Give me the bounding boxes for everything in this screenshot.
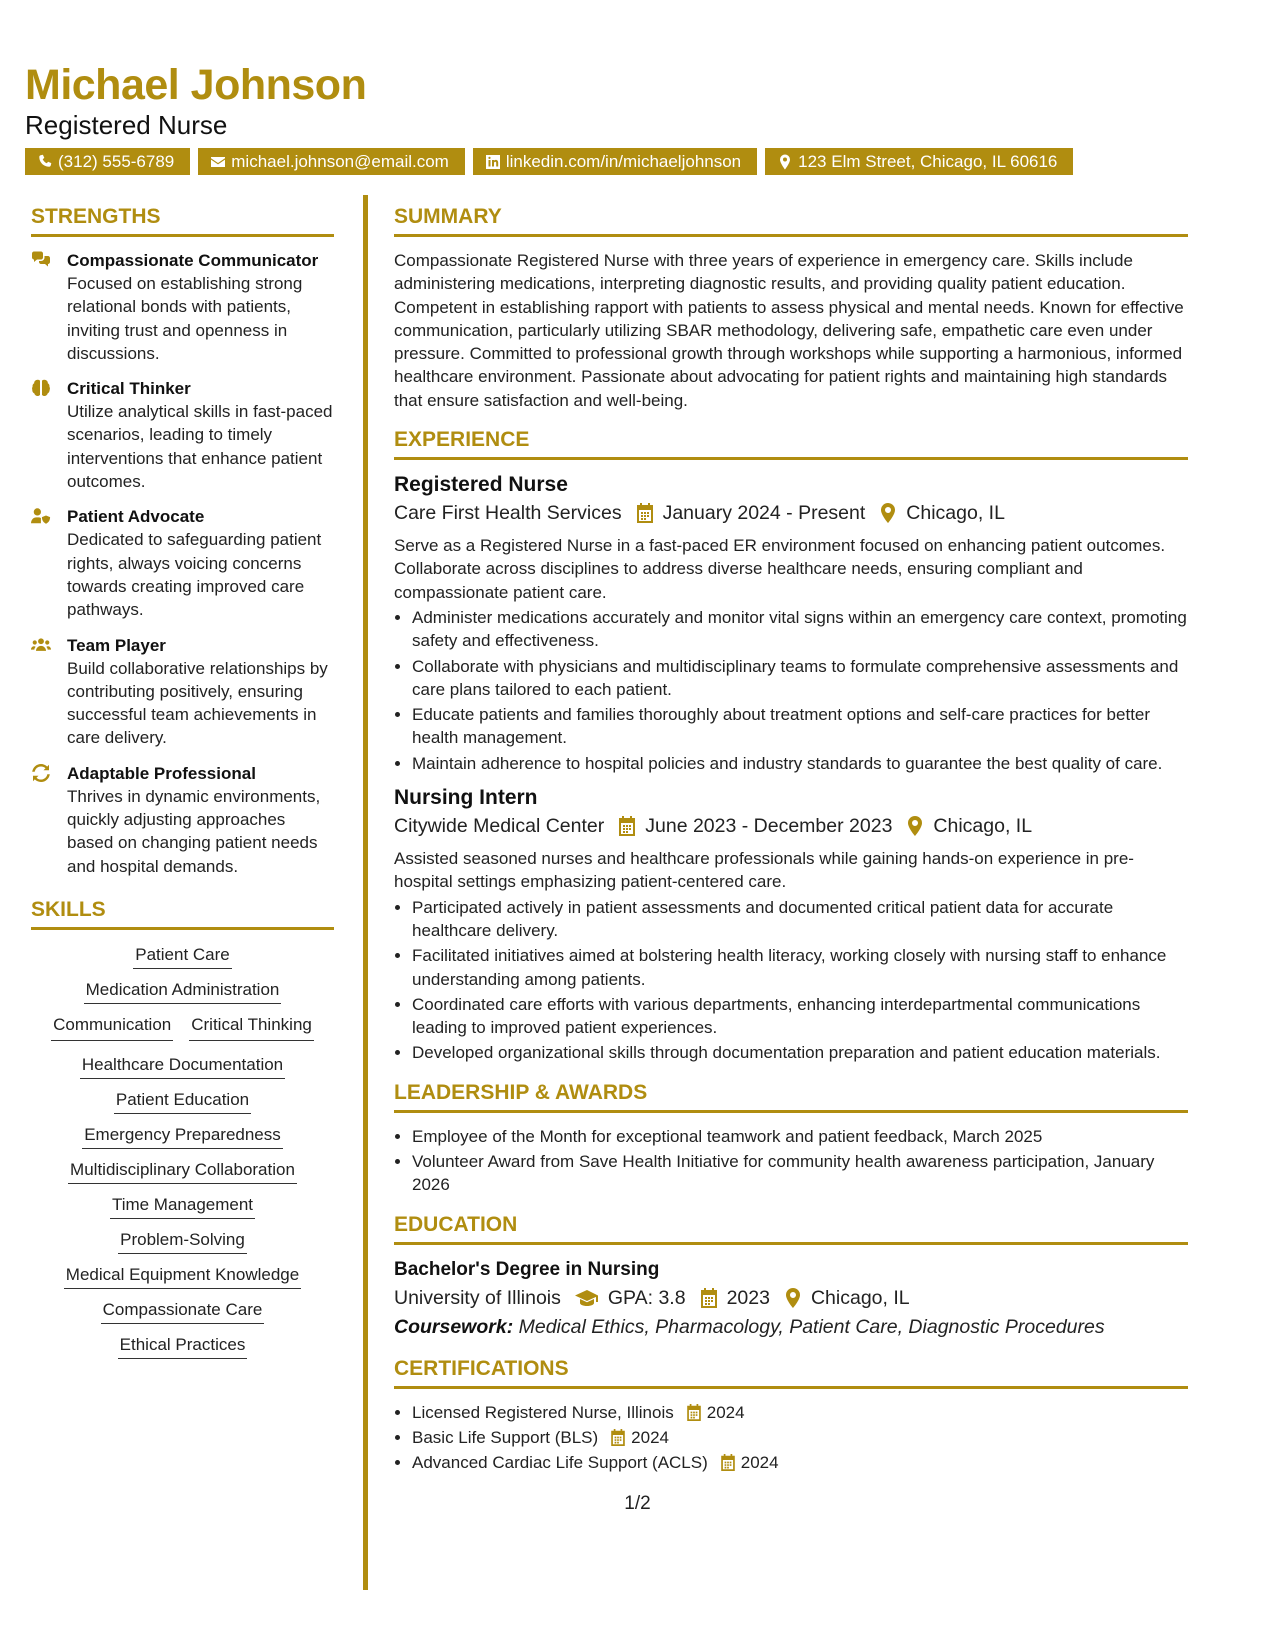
education-meta [394,1283,1188,1313]
contact-email-text: michael.johnson@email.com [231,152,449,171]
strength-title: Team Player [67,635,166,655]
phone-icon [37,154,53,170]
job-bullet: • Administer medications accurately and monitor vital signs within an emergency care context, promoting safety and effectiveness. [412,606,1188,653]
skill-tag: Ethical Practices [118,1335,248,1359]
experience-section [394,428,1188,1065]
left-column [31,205,334,1356]
award-item: • Volunteer Award from Save Health Initiative for community health awareness participation, January 2026 [412,1150,1188,1197]
right-column [394,205,1188,1477]
chat-bubbles-icon [31,251,51,269]
summary-section [394,205,1188,412]
envelope-icon [210,154,226,170]
location-pin-icon [784,1288,802,1308]
skill-tag: Time Management [110,1195,255,1219]
job-bullet: • Maintain adherence to hospital policies and industry standards to guarantee the best quality of care. [412,752,1188,775]
strength-desc: Build collaborative relationships by contributing positively, ensuring successful team achievements in care delivery. [67,658,328,748]
contact-address-text: 123 Elm Street, Chicago, IL 60616 [798,152,1058,171]
certification-year: 2024 [631,1427,669,1447]
graduation-cap-icon [575,1288,599,1308]
job-company: Care First Health Services [394,502,622,525]
job-bullet: • Coordinated care efforts with various departments, enhancing interdepartmental communications leading to improved patient experiences. [412,993,1188,1040]
sync-icon [31,764,51,782]
job-desc: Assisted seasoned nurses and healthcare professionals while gaining hands-on experience in pre-hospital settings emphasizing patient-centered care. [394,849,1134,892]
coursework [394,1313,1188,1341]
strength-item [31,249,334,365]
job-bullet: • Collaborate with physicians and multidisciplinary teams to formulate comprehensive assessments and care plans tailored to each patient. [412,655,1188,702]
job-dates: June 2023 - December 2023 [645,815,893,838]
certification-year: 2024 [706,1402,745,1422]
skill-tag: Critical Thinking [189,1014,314,1041]
school-location: Chicago, IL [810,1286,910,1309]
contact-phone-text: (312) 555-6789 [58,152,175,171]
calendar-icon [618,816,636,836]
calendar-icon [610,1429,626,1446]
skill-tag: Multidisciplinary Collaboration [68,1160,297,1184]
job-dates: January 2024 - Present [662,502,866,525]
gpa: GPA: 3.8 [607,1286,686,1309]
user-shield-icon [31,507,51,525]
contact-phone[interactable] [25,148,190,175]
job-desc: Serve as a Registered Nurse in a fast-paced ER environment focused on enhancing patient outcomes. Collaborate across disciplines to address diverse healthcare needs, ensuring compliant and compassionate patient care. [394,536,1166,602]
skill-tag: Medical Equipment Knowledge [64,1265,301,1289]
certification-name: • Advanced Cardiac Life Support (ACLS) [412,1453,708,1473]
award-item: • Employee of the Month for exceptional teamwork and patient feedback, March 2025 [412,1125,1188,1148]
column-divider [363,195,368,1590]
linkedin-icon [485,154,501,170]
skills-list [31,942,334,1356]
job-bullet: • Facilitated initiatives aimed at bolstering health literacy, working closely with nursing staff to enhance understanding among patients. [412,944,1188,991]
strength-item [31,505,334,621]
certifications-list [394,1401,1188,1475]
experience-title: EXPERIENCE [394,428,1188,460]
strength-title: Patient Advocate [67,507,205,527]
degree-title: Bachelor's Degree in Nursing [394,1258,660,1280]
strength-item [31,377,334,493]
location-pin-icon [777,154,793,170]
candidate-name: Michael Johnson [25,61,367,109]
strengths-section [31,205,334,878]
leadership-title: LEADERSHIP & AWARDS [394,1081,1188,1113]
contact-linkedin[interactable] [473,148,757,175]
resume-header [25,62,1255,175]
strength-item [31,762,334,878]
strength-desc: Focused on establishing strong relational bonds with patients, inviting trust and openness in discussions. [67,274,303,363]
certification-year: 2024 [740,1453,779,1473]
skill-tag: Problem-Solving [118,1230,247,1254]
skill-tag: Patient Care [133,945,232,969]
job-title: Nursing Intern [394,786,538,810]
skill-tag: Compassionate Care [101,1300,265,1324]
contact-linkedin-text: linkedin.com/in/michaeljohnson [505,152,742,171]
summary-title: SUMMARY [394,205,1188,237]
skills-title: SKILLS [31,898,334,930]
calendar-icon [636,503,654,523]
skill-tag: Emergency Preparedness [82,1125,283,1149]
users-icon [31,636,51,654]
certifications-title: CERTIFICATIONS [394,1357,1188,1389]
job-meta [394,811,1188,841]
job-location: Chicago, IL [906,502,1005,525]
location-pin-icon [879,503,897,523]
page-number: 1/2 [624,1493,651,1514]
job-meta [394,498,1188,528]
job-title: Registered Nurse [394,473,568,497]
calendar-icon [700,1288,718,1308]
certification-name: • Licensed Registered Nurse, Illinois [412,1402,674,1422]
certification-item [412,1426,1188,1449]
contact-email[interactable] [198,148,465,175]
skill-tag: Communication [51,1014,173,1041]
contact-address [765,148,1073,175]
strengths-title: STRENGTHS [31,205,334,237]
strength-title: Adaptable Professional [67,763,256,783]
education-section [394,1213,1188,1341]
skill-tag: Healthcare Documentation [80,1055,285,1079]
brain-icon [31,379,51,397]
summary-text: Compassionate Registered Nurse with three years of experience in emergency care. Skills include administering medications, interpreting diagnostic results, and providing quality patient education. Competent in establishing rapport with patients to assess physical and mental needs. Known for effective communication, particularly utilizing SBAR methodology, delivering safe, empathetic care even under pressure. Committed to professional growth through workshops while supporting a harmonious, informed healthcare environment. Passionate about advocating for patient rights and maintaining high standards that ensure satisfaction and well-being. [394,251,1184,410]
strength-title: Critical Thinker [67,379,191,399]
skill-tag: Medication Administration [84,980,282,1004]
certifications-section [394,1357,1188,1475]
certification-name: • Basic Life Support (BLS) [412,1427,599,1447]
calendar-icon [720,1454,736,1471]
contact-bar [25,148,1255,175]
skills-section [31,898,334,1356]
strength-desc: Utilize analytical skills in fast-paced scenarios, leading to timely interventions that enhance patient outcomes. [67,402,333,492]
job-bullets [394,606,1188,775]
school-name: University of Illinois [394,1286,561,1309]
job-bullet: • Participated actively in patient assessments and documented critical patient data for accurate healthcare delivery. [412,896,1188,943]
strength-desc: Dedicated to safeguarding patient rights, always voicing concerns towards creating improved care pathways. [67,530,322,620]
job-bullets [394,896,1188,1065]
strength-item [31,634,334,750]
graduation-year: 2023 [726,1286,770,1309]
job-entry [394,785,1188,1065]
skill-tag: Patient Education [114,1090,251,1114]
calendar-icon [686,1404,702,1421]
job-bullet: • Educate patients and families thoroughly about treatment options and self-care practices for better health management. [412,703,1188,750]
job-location: Chicago, IL [933,815,1033,838]
candidate-role: Registered Nurse [25,110,228,140]
education-title: EDUCATION [394,1213,1188,1245]
strength-title: Compassionate Communicator [67,251,319,270]
job-bullet: • Developed organizational skills through documentation preparation and patient education materials. [412,1041,1188,1064]
location-pin-icon [906,816,924,836]
strength-desc: Thrives in dynamic environments, quickly adjusting approaches based on changing patient needs and hospital demands. [67,786,321,876]
leadership-section [394,1081,1188,1197]
coursework-list: Medical Ethics, Pharmacology, Patient Care, Diagnostic Procedures [518,1315,1105,1338]
leadership-list [394,1125,1188,1197]
certification-item [412,1451,1188,1474]
job-entry [394,472,1188,775]
coursework-label: Coursework: [394,1315,514,1338]
certification-item [412,1401,1188,1424]
job-company: Citywide Medical Center [394,815,605,838]
